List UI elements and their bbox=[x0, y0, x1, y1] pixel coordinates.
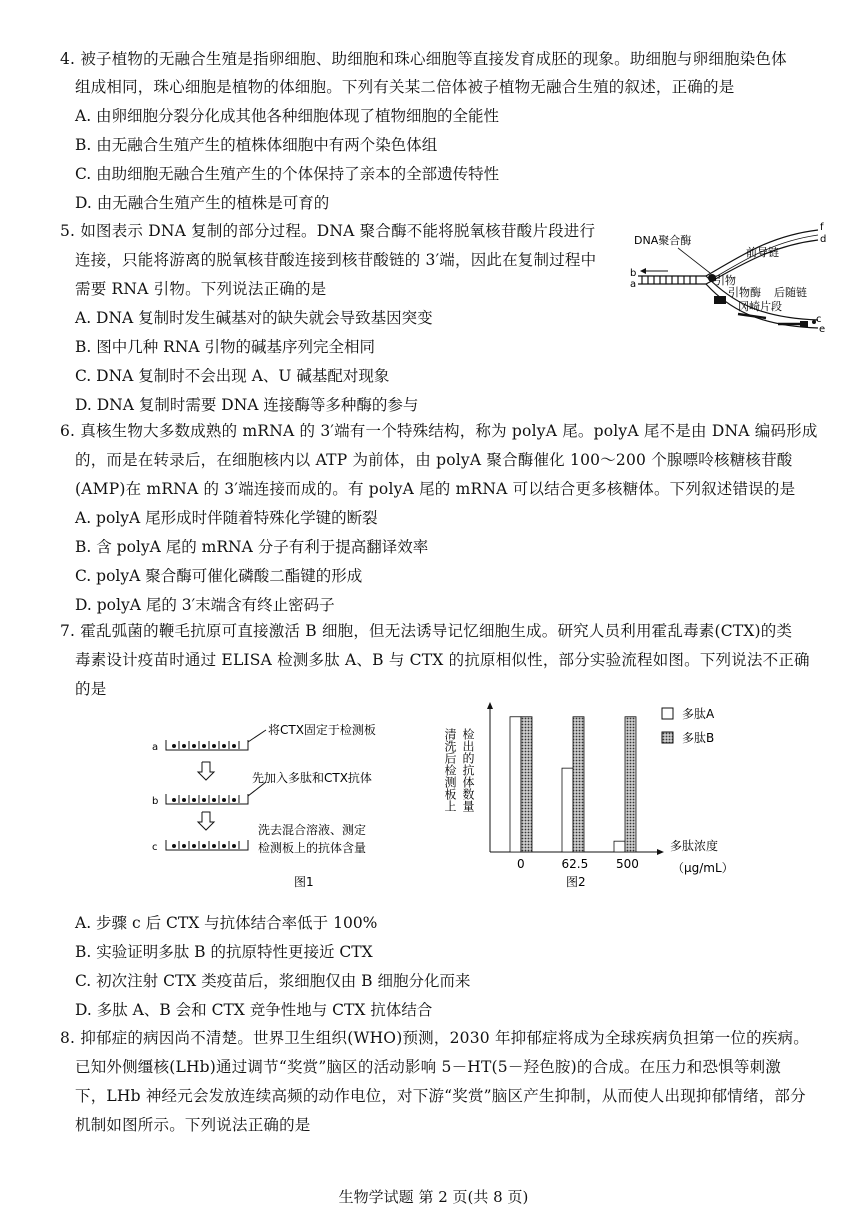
q7-option-c: C. 初次注射 CTX 类疫苗后，浆细胞仅由 B 细胞分化而来 bbox=[75, 972, 471, 990]
bar-a-0 bbox=[510, 717, 521, 852]
step-b-label: b bbox=[152, 796, 159, 807]
bar-b-0 bbox=[521, 717, 532, 852]
bar-a-1 bbox=[562, 768, 573, 852]
q8-stem-line-2: 已知外侧缰核(LHb)通过调节“奖赏”脑区的活动影响 5－HT(5－羟色胺)的合成。在压力和恐惧等刺激 bbox=[75, 1058, 781, 1076]
q6-stem-line-3: (AMP)在 mRNA 的 3′端连接而成的。有 polyA 尾的 mRNA 可以结合更多核糖体。下列叙述错误的是 bbox=[75, 480, 796, 498]
q6-option-d: D. polyA 尾的 3′末端含有终止密码子 bbox=[75, 596, 335, 614]
q6-stem-line-2: 的，而是在转录后，在细胞核内以 ATP 为前体，由 polyA 聚合酶催化 100～200 个腺嘌呤核糖核苷酸 bbox=[75, 451, 793, 469]
y-axis-label-col-2: 检出的抗体数量 bbox=[461, 728, 475, 812]
figure-2-caption: 图2 bbox=[566, 875, 586, 889]
q8-stem-line-1: 8. 抑郁症的病因尚不清楚。世界卫生组织(WHO)预测，2030 年抑郁症将成为全球疾病负担第一位的疾病。 bbox=[60, 1029, 809, 1047]
step-a-label: a bbox=[152, 742, 159, 753]
q7-stem-line-2: 毒素设计疫苗时通过 ELISA 检测多肽 A、B 与 CTX 的抗原相似性，部分实验流程如图。下列说法不正确 bbox=[75, 651, 810, 669]
q4-option-c: C. 由助细胞无融合生殖产生的个体保持了亲本的全部遗传特性 bbox=[75, 165, 500, 183]
legend-label-a: 多肽A bbox=[682, 707, 715, 721]
label-e: e bbox=[819, 324, 826, 335]
bar-b-2 bbox=[625, 717, 636, 852]
q8-stem-line-3: 下，LHb 神经元会发放连续高频的动作电位，对下游“奖赏”脑区产生抑制，从而使人出现抑郁情绪，部分 bbox=[75, 1087, 806, 1105]
bar-b-1 bbox=[573, 717, 584, 852]
legend-swatch-a bbox=[662, 708, 673, 719]
y-axis-label-col-1: 清洗后检测板上 bbox=[443, 728, 457, 812]
leading-strand-label: 前导链 bbox=[746, 246, 779, 259]
x-tick-label-1: 62.5 bbox=[561, 857, 589, 871]
label-a: a bbox=[630, 279, 637, 290]
q8-stem-line-4: 机制如图所示。下列说法正确的是 bbox=[75, 1116, 311, 1134]
lagging-strand-label: 后随链 bbox=[774, 286, 807, 299]
elisa-flow-figure bbox=[148, 712, 418, 892]
q4-stem-line-2: 组成相同，珠心细胞是植物的体细胞。下列有关某二倍体被子植物无融合生殖的叙述，正确的是 bbox=[75, 78, 735, 96]
q5-option-a: A. DNA 复制时发生碱基对的缺失就会导致基因突变 bbox=[75, 309, 433, 327]
step-c-text-1: 洗去混合溶液、测定 bbox=[258, 823, 367, 837]
q4-option-b: B. 由无融合生殖产生的植株体细胞中有两个染色体组 bbox=[75, 136, 438, 154]
label-f: f bbox=[820, 222, 824, 233]
label-c: c bbox=[816, 314, 822, 325]
step-c-label: c bbox=[152, 842, 158, 853]
page-footer: 生物学试题 第 2 页(共 8 页) bbox=[338, 1188, 529, 1206]
antibody-bar-chart bbox=[440, 696, 760, 892]
x-axis-unit: （μg/mL） bbox=[672, 861, 734, 875]
step-a-text: 将CTX固定于检测板 bbox=[268, 723, 376, 737]
q4-option-a: A. 由卵细胞分裂分化成其他各种细胞体现了植物细胞的全能性 bbox=[75, 107, 500, 125]
q6-stem-line-1: 6. 真核生物大多数成熟的 mRNA 的 3′端有一个特殊结构，称为 polyA 尾。polyA 尾不是由 DNA 编码形成 bbox=[60, 422, 818, 440]
legend-label-b: 多肽B bbox=[682, 731, 715, 745]
legend-swatch-b bbox=[662, 732, 673, 743]
dna-replication-figure bbox=[628, 218, 828, 346]
q7-stem-line-1: 7. 霍乱弧菌的鞭毛抗原可直接激活 B 细胞，但无法诱导记忆细胞生成。研究人员利用霍乱毒素(CTX)的类 bbox=[60, 622, 793, 640]
q6-option-a: A. polyA 尾形成时伴随着特殊化学键的断裂 bbox=[75, 509, 378, 527]
bar-a-2 bbox=[614, 841, 625, 852]
q6-option-c: C. polyA 聚合酶可催化磷酸二酯键的形成 bbox=[75, 567, 363, 585]
dna-polymerase-label: DNA聚合酶 bbox=[634, 234, 692, 247]
q4-stem-line-1: 4. 被子植物的无融合生殖是指卵细胞、助细胞和珠心细胞等直接发育成胚的现象。助细胞与卵细胞染色体 bbox=[60, 50, 787, 68]
q5-stem-line-2: 连接，只能将游离的脱氧核苷酸连接到核苷酸链的 3′端，因此在复制过程中 bbox=[75, 251, 597, 269]
step-b-text: 先加入多肽和CTX抗体 bbox=[252, 771, 372, 785]
q5-option-d: D. DNA 复制时需要 DNA 连接酶等多种酶的参与 bbox=[75, 396, 419, 414]
step-c-text-2: 检测板上的抗体含量 bbox=[258, 841, 367, 855]
x-tick-label-0: 0 bbox=[517, 857, 525, 871]
q7-option-d: D. 多肽 A、B 会和 CTX 竞争性地与 CTX 抗体结合 bbox=[75, 1001, 433, 1019]
q6-option-b: B. 含 polyA 尾的 mRNA 分子有利于提高翻译效率 bbox=[75, 538, 429, 556]
q7-stem-line-3: 的是 bbox=[75, 680, 107, 698]
q4-option-d: D. 由无融合生殖产生的植株是可育的 bbox=[75, 194, 330, 212]
label-b: b bbox=[630, 268, 637, 279]
primase-label: 引物酶 bbox=[728, 286, 761, 299]
q5-option-b: B. 图中几种 RNA 引物的碱基序列完全相同 bbox=[75, 338, 376, 356]
q5-option-c: C. DNA 复制时不会出现 A、U 碱基配对现象 bbox=[75, 367, 390, 385]
x-axis-label: 多肽浓度 bbox=[670, 839, 719, 853]
q5-stem-line-3: 需要 RNA 引物。下列说法正确的是 bbox=[75, 280, 327, 298]
q7-option-a: A. 步骤 c 后 CTX 与抗体结合率低于 100% bbox=[75, 914, 378, 932]
okazaki-fragment-label: 冈崎片段 bbox=[738, 300, 782, 313]
q7-option-b: B. 实验证明多肽 B 的抗原特性更接近 CTX bbox=[75, 943, 373, 961]
q5-stem-line-1: 5. 如图表示 DNA 复制的部分过程。DNA 聚合酶不能将脱氧核苷酸片段进行 bbox=[60, 222, 596, 240]
figure-1-caption: 图1 bbox=[294, 875, 314, 889]
label-d: d bbox=[820, 234, 827, 245]
primer-label: 引物 bbox=[714, 274, 736, 287]
x-tick-label-2: 500 bbox=[616, 857, 639, 871]
